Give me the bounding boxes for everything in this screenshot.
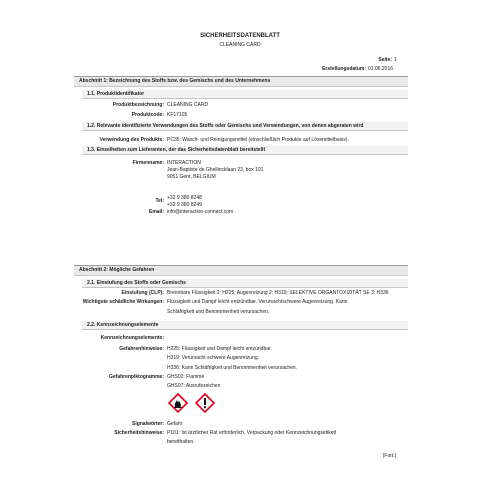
clp-value: Brennbare Flüssigkeit 2: H225; Augenreizung 2: H319; SELEKTIVE ORGANTOXIZITÄT SE 3: H336 (167, 290, 389, 296)
company-line: INTERACTION (167, 160, 201, 166)
clp-label: Einstufung (CLP): (121, 290, 164, 296)
product-name-label: Produktbezeichnung: (112, 102, 164, 108)
company-line: 9051 Gent, BELGIUM (167, 174, 216, 180)
signal-word-label: Signalwörter: (132, 421, 164, 427)
section1-2-header (82, 122, 408, 131)
precautionary-label: Sicherheitshinweise: (114, 430, 164, 436)
section1-title: Abschnitt 1: Bezeichnung des Stoffs bzw. des Gemischs und des Unternehmens (79, 78, 271, 84)
section1-2-title: 1.2. Relevante identifizierte Verwendungen des Stoffs oder Gemischs und Verwendungen, von denen abgeraten wird (87, 123, 364, 129)
section2-1-header (82, 279, 408, 288)
hazard-statement: H336: Kann Schläfrigkeit und Benommenheit verursachen. (167, 365, 298, 371)
precautionary-statement: P101: Ist ärztlicher Rat erforderlich, Verpackung oder Kennzeichnungsetikett (167, 430, 337, 436)
document-subtitle: CLEANING CARD (219, 42, 261, 48)
continued-marker: [Fort.] (383, 453, 397, 459)
effects-line: Schläfrigkeit und Benommenheit verursachen. (167, 309, 270, 315)
section1-3-header (82, 146, 408, 155)
product-name-value: CLEANING CARD (167, 102, 209, 108)
hazard-statements-label: Gefahrenhinweise: (119, 346, 164, 352)
hazard-statement: H225: Flüssigkeit und Dampf leicht entzündbar. (167, 346, 272, 352)
tel-line: +32 9 380 8249 (167, 202, 202, 208)
section1-3-title: 1.3. Einzelheiten zum Lieferanten, der das Sicherheitsdatenblatt bereitstellt (87, 147, 266, 153)
email-link[interactable]: info@interaction-connect.com (167, 209, 234, 215)
section1-1-title: 1.1. Produktidentifikator (87, 91, 145, 97)
tel-label: Tel: (155, 198, 164, 204)
effects-label: Wichtigste schädliche Wirkungen: (82, 299, 164, 305)
section2-2-header (82, 321, 408, 330)
flame-pictogram-icon (168, 393, 188, 413)
section2-header (74, 265, 408, 276)
labelling-elements-label: Kennzeichnungselemente: (100, 335, 164, 341)
document-title: SICHERHEITSDATENBLATT (200, 33, 280, 39)
date-label: Erstellungsdatum: (322, 66, 366, 72)
effects-line: Flüssigkeit und Dampf leicht entzündbar. Verursachtschwere Augenreizung. Kann (167, 299, 348, 305)
signal-word-value: Gefahr (167, 421, 183, 427)
pictogram-code: GHS02: Flamme (167, 374, 205, 380)
product-use-value: PC35: Wasch- und Reinigungsmittel (einschließlich Produkte auf Lösemittelbasis). (167, 137, 349, 143)
page-value: 1 (394, 57, 397, 63)
section1-1-header (82, 90, 408, 99)
hazard-statement: H319: Verursacht schwere Augenreizung. (167, 355, 259, 361)
exclamation-pictogram-icon (195, 393, 215, 413)
section2-2-title: 2.2. Kennzeichnungselemente (87, 322, 159, 328)
tel-line: +32 9 380 8248 (167, 195, 202, 201)
precautionary-statement: bereithalten. (167, 439, 195, 445)
section2-title: Abschnitt 2: Mögliche Gefahren (79, 267, 155, 273)
section1-header (74, 76, 408, 87)
pictograms-label: Gefahrenpiktogramme: (108, 374, 164, 380)
company-label: Firmenname: (132, 160, 164, 166)
product-code-label: Produktcode: (131, 112, 164, 118)
product-code-value: KF17105 (167, 112, 188, 118)
product-use-label: Verwendung des Produkts: (99, 137, 164, 143)
date-value: 01.06.2016 (368, 66, 394, 72)
company-line: Jean-Baptiste de Ghellincklaan 23, box 101 (167, 167, 264, 173)
email-label: Email: (148, 209, 164, 215)
pictogram-code: GHS07: Ausrufezeichen (167, 383, 221, 389)
page-label: Seite: (378, 57, 392, 63)
section2-1-title: 2.1. Einstufung des Stoffs oder Gemischs (87, 280, 186, 286)
